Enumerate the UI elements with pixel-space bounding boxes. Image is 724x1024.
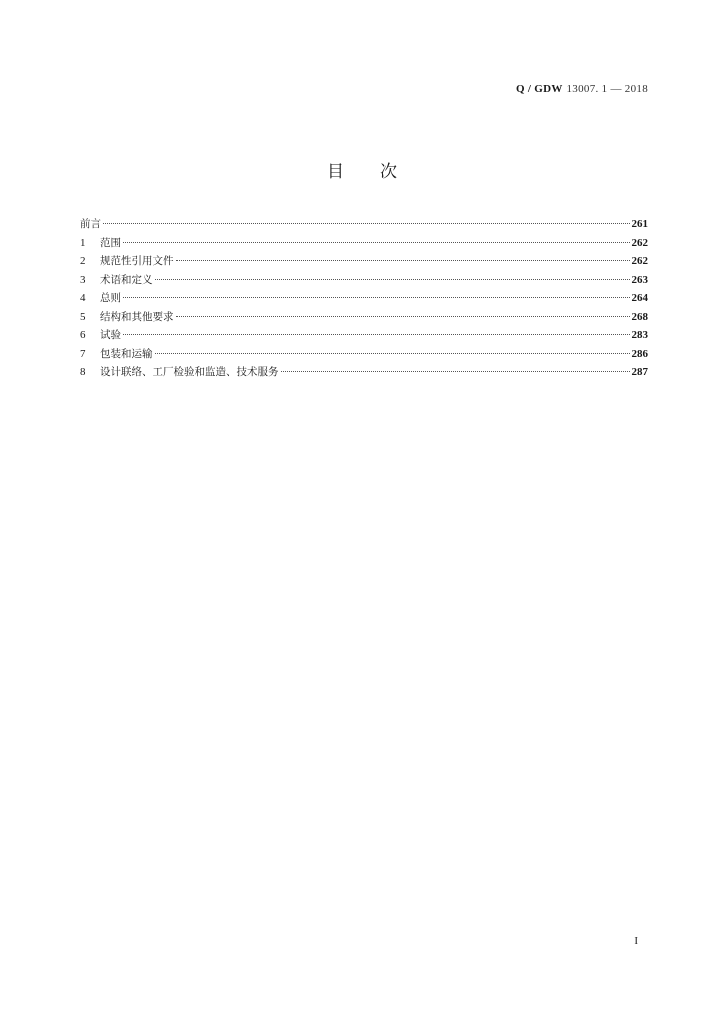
page-number: I [634,935,638,947]
toc-entry-page: 268 [631,310,648,323]
toc-entry[interactable] [80,326,648,345]
standard-number: 13007. 1 — 2018 [566,83,648,95]
toc-dot-leader [103,223,630,224]
toc-entry-number: 7 [80,347,86,360]
toc-entry-number: 8 [80,366,86,378]
toc-entry-page: 287 [631,366,648,378]
toc-entry-label: 范围 [100,236,121,249]
toc-entry-number: 5 [80,310,86,323]
toc-dot-leader [123,242,630,243]
toc-entry-number: 1 [80,236,86,249]
toc-entry-label: 设计联络、工厂检验和监造、技术服务 [100,366,279,378]
toc-entry-page: 264 [631,292,648,304]
toc-entry-label: 试验 [100,329,121,341]
toc-entry-page: 262 [631,236,648,249]
toc-entry-label: 前言 [80,218,101,230]
toc-entry-page: 261 [631,218,648,230]
toc-dot-leader [176,260,630,261]
toc-entry-page: 262 [631,255,648,267]
toc-title: 目次 [327,162,433,182]
toc-entry-number: 6 [80,329,86,341]
toc-dot-leader [176,316,630,317]
toc-dot-leader [155,353,630,354]
toc-entry[interactable] [80,289,648,308]
toc-dot-leader [123,297,630,298]
toc-entry-number: 2 [80,255,86,267]
toc-entry-page: 286 [631,347,648,360]
standard-prefix: Q / GDW [515,83,563,95]
toc-entry-page: 283 [631,329,648,341]
toc-dot-leader [155,279,630,280]
toc-entry-label: 结构和其他要求 [100,310,174,323]
toc-entry[interactable] [80,271,648,290]
toc-entry-label: 术语和定义 [100,273,153,286]
toc-entry-label: 总则 [100,292,121,304]
toc-entry[interactable] [80,345,648,364]
toc-entry[interactable] [80,215,648,234]
toc-entry[interactable] [80,252,648,271]
toc-entry-number: 3 [80,273,86,286]
toc-entry-label: 包装和运输 [100,347,153,360]
toc-entry[interactable] [80,234,648,253]
standard-code [516,82,648,95]
toc-entry[interactable] [80,363,648,382]
toc-dot-leader [281,371,630,372]
table-of-contents [80,215,648,382]
toc-dot-leader [123,334,630,335]
toc-entry-number: 4 [80,292,86,304]
toc-entry-label: 规范性引用文件 [100,255,174,267]
toc-entry[interactable] [80,308,648,327]
toc-entry-page: 263 [631,273,648,286]
